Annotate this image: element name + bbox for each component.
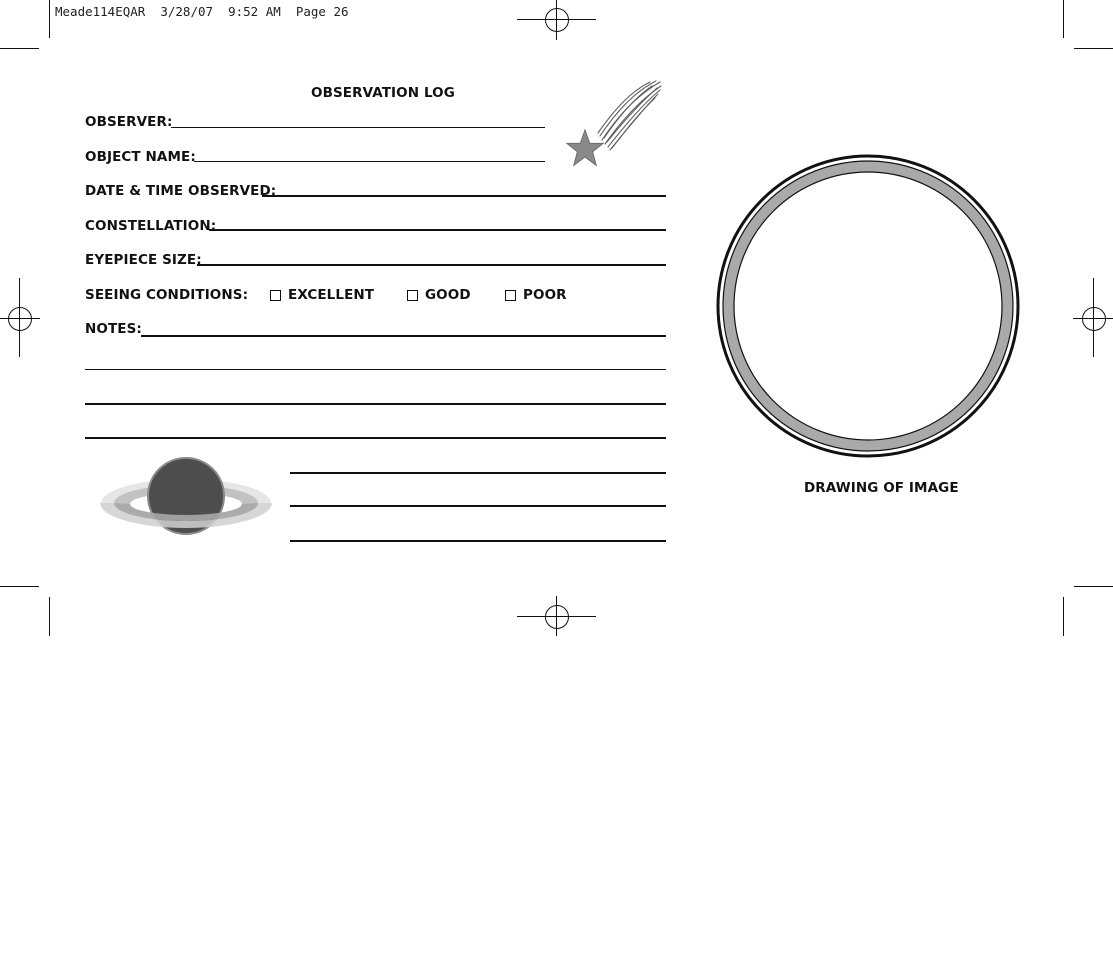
- object-name-field[interactable]: [194, 161, 545, 162]
- eyepiece-label: EYEPIECE SIZE:: [85, 252, 202, 268]
- seeing-option-label: GOOD: [425, 287, 471, 303]
- notes-line[interactable]: [290, 540, 666, 542]
- crop-mark: [0, 586, 39, 587]
- date-time-label: DATE & TIME OBSERVED:: [85, 183, 277, 199]
- seeing-option-label: POOR: [523, 287, 567, 303]
- shooting-star-icon: [560, 78, 664, 170]
- checkbox[interactable]: [505, 290, 516, 301]
- log-title: OBSERVATION LOG: [311, 85, 455, 101]
- seeing-option-excellent[interactable]: [270, 287, 374, 303]
- drawing-circle[interactable]: [715, 153, 1021, 459]
- crop-mark: [1074, 48, 1113, 49]
- checkbox[interactable]: [270, 290, 281, 301]
- notes-line[interactable]: [85, 403, 666, 405]
- notes-line[interactable]: [290, 472, 666, 474]
- seeing-option-good[interactable]: [407, 287, 471, 303]
- crop-mark: [1063, 0, 1064, 38]
- saturn-icon: [98, 456, 274, 540]
- seeing-option-label: EXCELLENT: [288, 287, 375, 303]
- eyepiece-field[interactable]: [197, 264, 666, 266]
- drawing-caption: DRAWING OF IMAGE: [804, 480, 959, 496]
- notes-line[interactable]: [85, 369, 666, 370]
- notes-label: NOTES:: [85, 321, 142, 337]
- seeing-option-poor[interactable]: [505, 287, 567, 303]
- notes-line[interactable]: [85, 437, 666, 439]
- object-name-label: OBJECT NAME:: [85, 149, 196, 165]
- constellation-field[interactable]: [209, 229, 666, 231]
- observer-label: OBSERVER:: [85, 114, 173, 130]
- checkbox[interactable]: [407, 290, 418, 301]
- notes-line[interactable]: [141, 335, 666, 337]
- print-slug: Meade114EQAR 3/28/07 9:52 AM Page 26: [55, 4, 349, 19]
- crop-mark: [49, 0, 50, 38]
- crop-mark: [1074, 586, 1113, 587]
- constellation-label: CONSTELLATION:: [85, 218, 217, 234]
- date-time-field[interactable]: [262, 195, 666, 197]
- crop-mark: [49, 597, 50, 636]
- seeing-label: SEEING CONDITIONS:: [85, 287, 249, 303]
- notes-line[interactable]: [290, 505, 666, 507]
- crop-mark: [0, 48, 39, 49]
- observer-field[interactable]: [171, 127, 545, 128]
- crop-mark: [1063, 597, 1064, 636]
